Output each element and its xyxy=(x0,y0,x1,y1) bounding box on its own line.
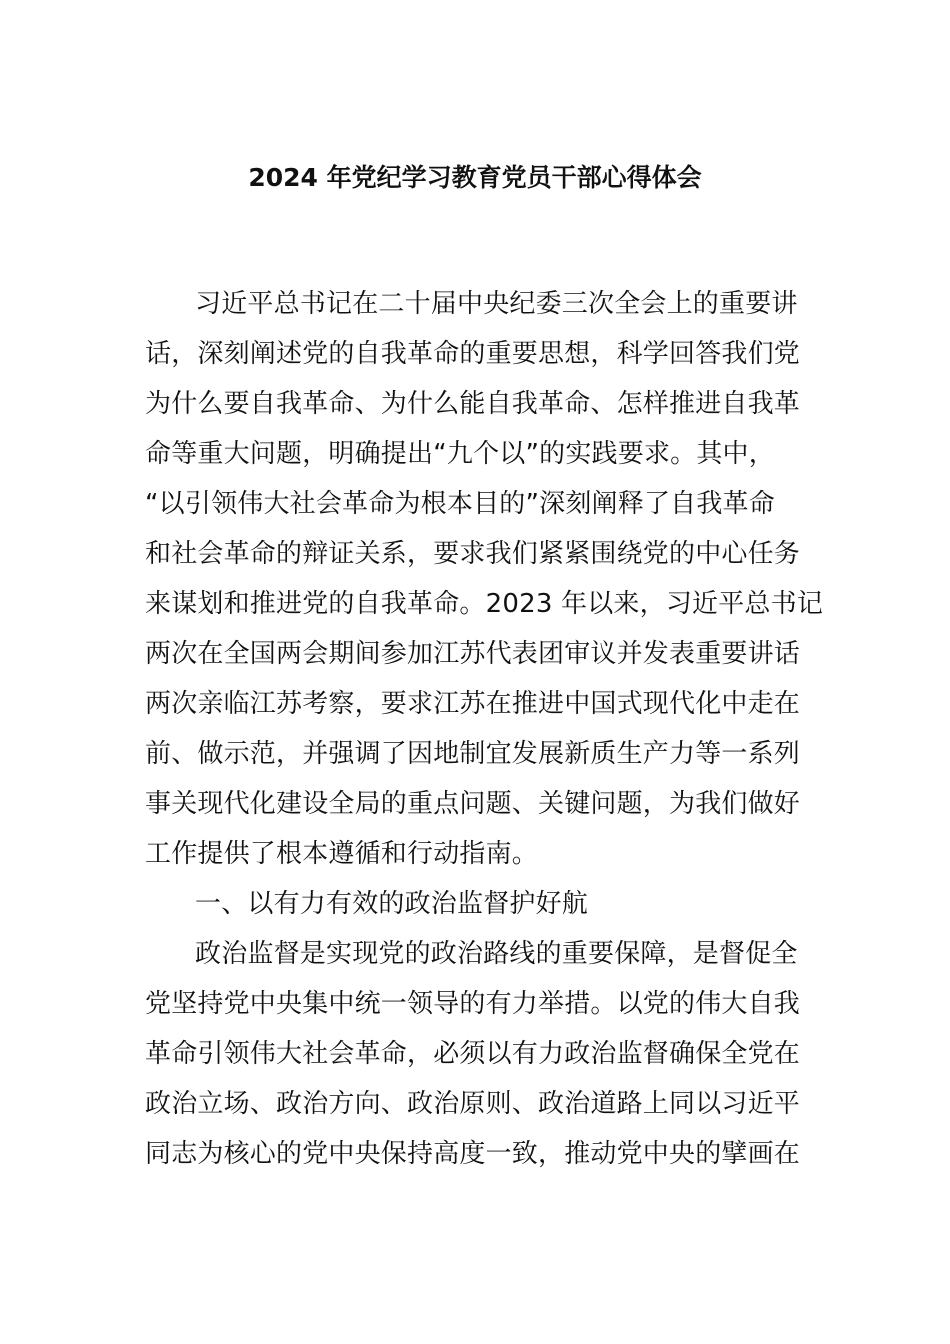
paragraph-1-line-3: 为什么要自我革命、为什么能自我革命、怎样推进自我革 xyxy=(145,389,801,419)
paragraph-2-line-2: 党坚持党中央集中统一领导的有力举措。以党的伟大自我 xyxy=(145,989,801,1019)
paragraph-1-line-9: 两次亲临江苏考察，要求江苏在推进中国式现代化中走在 xyxy=(145,689,801,719)
paragraph-2-line-1: 政治监督是实现党的政治路线的重要保障，是督促全 xyxy=(195,939,798,969)
paragraph-1-line-11: 事关现代化建设全局的重点问题、关键问题，为我们做好 xyxy=(145,789,801,819)
paragraph-1-line-12: 工作提供了根本遵循和行动指南。 xyxy=(145,839,539,869)
paragraph-1-line-2: 话，深刻阐述党的自我革命的重要思想，科学回答我们党 xyxy=(145,339,801,369)
paragraph-1-line-1: 习近平总书记在二十届中央纪委三次全会上的重要讲 xyxy=(195,289,798,319)
paragraph-2-line-3: 革命引领伟大社会革命，必须以有力政治监督确保全党在 xyxy=(145,1039,801,1069)
document-title: 2024 年党纪学习教育党员干部心得体会 xyxy=(248,163,702,192)
paragraph-1-line-6: 和社会革命的辩证关系，要求我们紧紧围绕党的中心任务 xyxy=(145,539,801,569)
section-heading-1: 一、以有力有效的政治监督护好航 xyxy=(195,889,589,919)
document-body xyxy=(145,279,824,1179)
paragraph-1-line-4: 命等重大问题，明确提出“九个以”的实践要求。其中， xyxy=(145,439,775,469)
paragraph-1-line-7: 来谋划和推进党的自我革命。2023 年以来，习近平总书记 xyxy=(145,589,824,619)
paragraph-1-line-8: 两次在全国两会期间参加江苏代表团审议并发表重要讲话 xyxy=(145,639,801,669)
paragraph-2-line-4: 政治立场、政治方向、政治原则、政治道路上同以习近平 xyxy=(145,1089,801,1119)
paragraph-2-line-5: 同志为核心的党中央保持高度一致，推动党中央的擘画在 xyxy=(145,1139,801,1169)
paragraph-1-line-10: 前、做示范，并强调了因地制宜发展新质生产力等一系列 xyxy=(145,739,801,769)
paragraph-1-line-5: “以引领伟大社会革命为根本目的”深刻阐释了自我革命 xyxy=(145,489,775,519)
